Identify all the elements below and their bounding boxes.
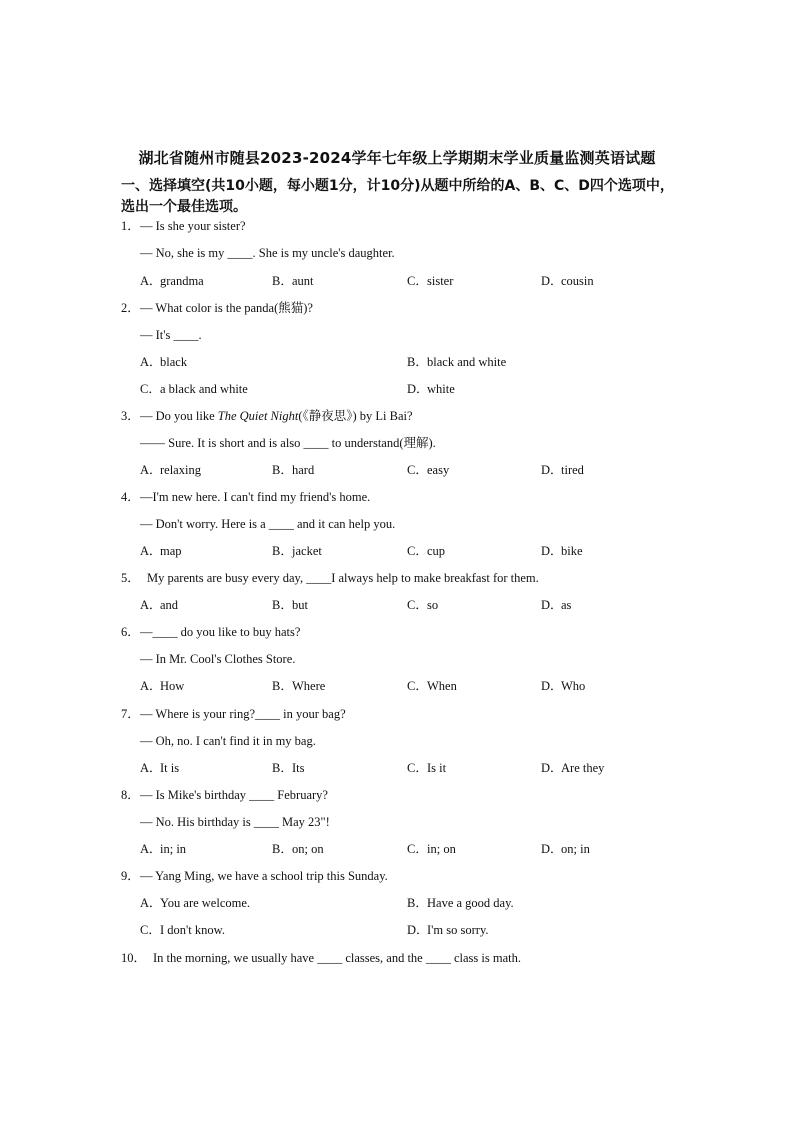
question-4-option-a[interactable]	[140, 543, 182, 559]
question-3-option-a[interactable]	[140, 462, 201, 478]
section-heading: 一、选择填空(共10小题，每小题1分，计10分)从题中所给的A、B、C、D四个选项中，选出一个最佳选项。	[121, 178, 674, 215]
question-2-line-1: — What color is the panda(熊猫)?	[140, 301, 313, 315]
option-text: When	[427, 679, 457, 693]
page-title: 湖北省随州市随县2023-2024学年七年级上学期期末学业质量监测英语试题	[138, 149, 656, 167]
option-letter: D．	[407, 923, 429, 937]
question-7-option-b[interactable]	[272, 760, 305, 776]
option-letter: C．	[140, 923, 161, 937]
question-2-number: 2．	[121, 301, 140, 315]
question-3-option-d[interactable]	[541, 462, 584, 478]
option-letter: C．	[407, 761, 428, 775]
option-letter: D．	[541, 842, 563, 856]
question-2-option-b[interactable]	[407, 354, 506, 370]
option-letter: B．	[272, 463, 293, 477]
question-7-option-a[interactable]	[140, 760, 179, 776]
option-letter: B．	[407, 896, 428, 910]
option-letter: C．	[407, 842, 428, 856]
question-8-option-a[interactable]	[140, 841, 186, 857]
question-9-option-d[interactable]	[407, 922, 489, 938]
option-letter: C．	[140, 382, 161, 396]
option-letter: A．	[140, 463, 162, 477]
question-4-line-1: —I'm new here. I can't find my friend's home.	[140, 490, 371, 504]
option-text: jacket	[292, 544, 322, 558]
option-text: but	[292, 598, 308, 612]
question-8-option-c[interactable]	[407, 841, 456, 857]
option-text: cousin	[561, 274, 594, 288]
option-letter: B．	[272, 679, 293, 693]
option-text: map	[160, 544, 182, 558]
option-text: cup	[427, 544, 446, 558]
question-7-number: 7．	[121, 707, 140, 721]
question-8-line-2: — No. His birthday is ____ May 23"!	[140, 815, 330, 829]
question-1-option-c[interactable]	[407, 273, 453, 289]
question-1-number: 1．	[121, 219, 140, 233]
option-letter: B．	[407, 355, 428, 369]
option-text: I don't know.	[160, 923, 225, 937]
option-text: in; in	[160, 842, 187, 856]
option-text: Is it	[427, 761, 447, 775]
question-6-option-c[interactable]	[407, 678, 457, 694]
option-text: hard	[292, 463, 315, 477]
question-2-option-d[interactable]	[407, 381, 455, 397]
option-text: bike	[561, 544, 583, 558]
question-10-number: 10．	[121, 951, 147, 965]
option-letter: C．	[407, 598, 428, 612]
question-5-option-a[interactable]	[140, 597, 178, 613]
option-text: You are welcome.	[160, 896, 251, 910]
option-text: and	[160, 598, 179, 612]
option-letter: D．	[541, 679, 563, 693]
option-letter: B．	[272, 842, 293, 856]
option-text: Have a good day.	[427, 896, 514, 910]
option-text: black	[160, 355, 188, 369]
question-5-number: 5．	[121, 571, 140, 585]
question-5-line-1: My parents are busy every day, ____I always help to make breakfast for them.	[147, 571, 539, 585]
option-letter: A．	[140, 274, 162, 288]
option-letter: A．	[140, 761, 162, 775]
option-text: How	[160, 679, 185, 693]
question-6-option-b[interactable]	[272, 678, 325, 694]
question-1-option-d[interactable]	[541, 273, 594, 289]
question-6-line-2: — In Mr. Cool's Clothes Store.	[140, 652, 296, 666]
question-10-line-1: In the morning, we usually have ____ classes, and the ____ class is math.	[153, 951, 521, 965]
option-text: Are they	[561, 761, 605, 775]
option-text: aunt	[292, 274, 314, 288]
option-letter: C．	[407, 274, 428, 288]
option-text: sister	[427, 274, 454, 288]
question-6-option-a[interactable]	[140, 678, 184, 694]
question-2-line-2: — It's ____.	[140, 328, 202, 342]
option-text: I'm so sorry.	[427, 923, 489, 937]
option-letter: A．	[140, 679, 162, 693]
question-8-option-b[interactable]	[272, 841, 324, 857]
poem-title: The Quiet Night	[217, 409, 299, 423]
question-8-line-1: — Is Mike's birthday ____ February?	[140, 788, 328, 802]
option-letter: A．	[140, 896, 162, 910]
question-4-option-c[interactable]	[407, 543, 445, 559]
option-text: on; in	[561, 842, 590, 856]
question-3-number: 3．	[121, 409, 140, 423]
question-5-option-b[interactable]	[272, 597, 308, 613]
question-1-line-1: — Is she your sister?	[140, 219, 246, 233]
option-letter: C．	[407, 463, 428, 477]
option-letter: A．	[140, 842, 162, 856]
option-text: Where	[292, 679, 326, 693]
option-text: relaxing	[160, 463, 201, 477]
option-letter: B．	[272, 761, 293, 775]
question-3-line-1	[140, 408, 413, 424]
option-text: easy	[427, 463, 450, 477]
option-text: white	[427, 382, 455, 396]
option-text: Who	[561, 679, 586, 693]
option-text: so	[427, 598, 439, 612]
option-text: in; on	[427, 842, 456, 856]
option-text: as	[561, 598, 572, 612]
question-5-option-d[interactable]	[541, 597, 571, 613]
option-letter: B．	[272, 598, 293, 612]
option-text: grandma	[160, 274, 204, 288]
question-9-option-c[interactable]	[140, 922, 225, 938]
option-letter: A．	[140, 598, 162, 612]
question-8-option-d[interactable]	[541, 841, 590, 857]
option-text: It is	[160, 761, 180, 775]
question-4-number: 4．	[121, 490, 140, 504]
question-7-line-2: — Oh, no. I can't find it in my bag.	[140, 734, 316, 748]
question-3-line-1-pre: — Do you like	[140, 409, 218, 423]
question-1-line-2: — No, she is my ____. She is my uncle's daughter.	[140, 246, 395, 260]
question-9-number: 9．	[121, 869, 140, 883]
option-letter: D．	[541, 598, 563, 612]
question-8-number: 8．	[121, 788, 140, 802]
option-text: black and white	[427, 355, 507, 369]
option-text: on; on	[292, 842, 324, 856]
question-3-line-2: —— Sure. It is short and is also ____ to understand(理解).	[140, 436, 436, 450]
question-6-option-d[interactable]	[541, 678, 585, 694]
option-text: Its	[292, 761, 305, 775]
option-letter: D．	[541, 761, 563, 775]
question-4-option-b[interactable]	[272, 543, 322, 559]
option-letter: D．	[541, 463, 563, 477]
question-7-option-d[interactable]	[541, 760, 604, 776]
option-letter: D．	[407, 382, 429, 396]
option-text: a black and white	[160, 382, 248, 396]
question-9-line-1: — Yang Ming, we have a school trip this Sunday.	[140, 869, 388, 883]
question-1-option-b[interactable]	[272, 273, 314, 289]
option-letter: A．	[140, 355, 162, 369]
question-4-option-d[interactable]	[541, 543, 583, 559]
option-letter: B．	[272, 544, 293, 558]
question-7-option-c[interactable]	[407, 760, 446, 776]
question-2-option-c[interactable]	[140, 381, 248, 397]
option-text: tired	[561, 463, 584, 477]
question-5-option-c[interactable]	[407, 597, 438, 613]
option-letter: A．	[140, 544, 162, 558]
option-letter: C．	[407, 679, 428, 693]
question-6-number: 6．	[121, 625, 140, 639]
option-letter: B．	[272, 274, 293, 288]
question-7-line-1: — Where is your ring?____ in your bag?	[140, 707, 346, 721]
question-9-option-a[interactable]	[140, 895, 250, 911]
question-3-option-c[interactable]	[407, 462, 449, 478]
option-letter: D．	[541, 544, 563, 558]
question-2-option-a[interactable]	[140, 354, 187, 370]
option-letter: C．	[407, 544, 428, 558]
option-letter: D．	[541, 274, 563, 288]
question-3-option-b[interactable]	[272, 462, 314, 478]
question-4-line-2: — Don't worry. Here is a ____ and it can help you.	[140, 517, 396, 531]
question-1-option-a[interactable]	[140, 273, 204, 289]
question-3-line-1-post: (《静夜思》) by Li Bai?	[298, 409, 413, 423]
question-6-line-1: —____ do you like to buy hats?	[140, 625, 301, 639]
question-9-option-b[interactable]	[407, 895, 514, 911]
